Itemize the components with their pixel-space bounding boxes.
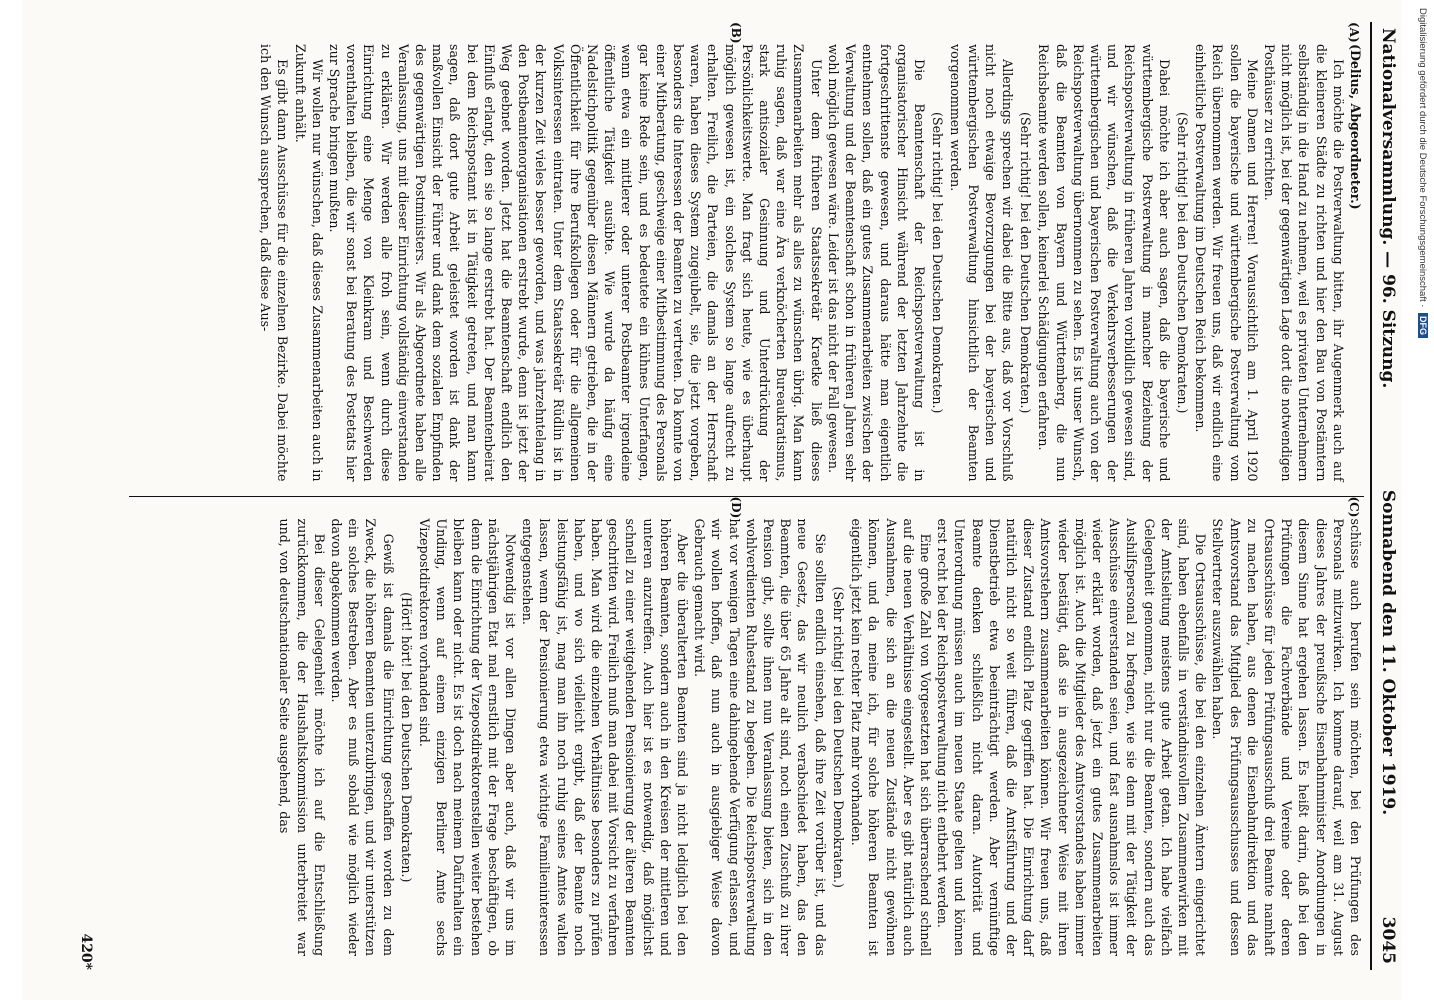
speaker-label: (Delius, Abgeordneter.) — [1348, 44, 1363, 210]
paragraph: Es gibt dann Ausschüsse für die einzelnen Bezirke. Dabei möchte ich den Wunsch aussprechen, daß diese Aus- — [258, 44, 291, 482]
paragraph: Meine Damen und Herren! Voraussichtlich am 1. April 1920 sollen die bayerische und württembergische Postverwaltung vom Reich übernommen werden. Wir freuen uns, daß wir endlich eine einheitliche Postverwaltung im Deutschen Reich bekommen. — [1193, 44, 1260, 482]
dfg-logo: DFG — [1418, 313, 1428, 338]
paragraph: Ich möchte die Postverwaltung bitten, ihr Augenmerk auch auf die kleineren Städte zu richten und hier den Bau von Postämtern selbständig in die Hand zu nehmen, weil es privaten Unternehmern nicht möglich ist, bei der gegenwärtigen Lage dort die notwendigen Posthäuser zu errichten. — [1261, 44, 1346, 482]
document-page — [72, 6, 1412, 986]
margin-marker-b: (B) — [729, 22, 743, 44]
paragraph: Sie sollten endlich einsehen, daß ihre Zeit vorüber ist, und das neue Gesetz, das wir neulich verabschiedet haben, das den Beamten, die über 65 Jahre alt sind, noch einen Zuschuß zu ihrer Pension gibt, sollte ihnen nun Veranlassung bieten, sich in den wohlverdienten Ruhestand zu begeben. Die Reichspostverwaltung hat vor wenigen Tagen eine dahingehende Verfügung erlassen, und wir wollen hoffen, daß nun auch in ausgiebiger Weise davon Gebrauch gemacht wird. — [692, 518, 828, 956]
interjection: (Sehr richtig! bei den Deutschen Demokraten.) — [930, 112, 946, 414]
paragraph: Gewiß ist damals die Einrichtung geschaffen worden zu dem Zweck, die höheren Beamten unterzubringen, und wir unterstützen ein solches Bestreben. Aber es muß sobald wie möglich wieder davon abgekommen werden. — [329, 518, 396, 956]
interjection: (Sehr richtig! bei den Deutschen Demokraten.) — [830, 586, 846, 888]
header-left: Nationalversammlung. — 96. Sitzung. — [1378, 28, 1398, 389]
interjection: (Sehr richtig! bei den Deutschen Demokraten.) — [1018, 112, 1034, 414]
signature-number: 420* — [78, 933, 94, 970]
paragraph: Aber die überalterten Beamten sind ja nicht lediglich bei den höheren Beamten, sondern auch in den Kreisen der mittleren und unteren anzutreffen. Auch hier ist es notwendig, daß möglichst schnell zu einer weitgehenden Pensionierung der älteren Beamten geschritten wird. Freilich muß man dabei mit Vorsicht zu verfahren haben. Man wird die einzelnen Verhältnisse besonders zu prüfen haben, und wo sich vielleicht ergibt, daß der Beamte noch leistungsfähig ist, mag man ihn noch ruhig seines Amtes walten lassen, wenn der Pensionierung etwa wichtige Familieninteressen entgegenstehen. — [520, 518, 691, 956]
page-header — [1374, 22, 1398, 970]
margin-marker-a: (A) — [1347, 22, 1361, 43]
page-number: 3045 — [1378, 916, 1398, 964]
header-center: Sonnabend den 11. Oktober 1919. — [1378, 489, 1398, 816]
paragraph: schüsse auch berufen sein möchten, bei den Prüfungen des Personals mitzuwirken. Ich komme darauf, weil am 31. August dieses Jahres der preußische Eisenbahnminister Anordnungen in diesem Sinne hat ergehen lassen. Es heißt darin, daß bei den Prüfungen die Fachverbände und Vereine oder deren Ortsausschüsse für jeden Prüfungsausschuß drei Beamte namhaft zu machen haben, aus denen die Eisenbahndirektion und das Amtsvorstand das Mitglied des Prüfungsausschusses und dessen Stellvertreter auszuwählen haben. — [1210, 518, 1363, 956]
paragraph: Allerdings sprechen wir dabei die Bitte aus, daß vor Vorschluß nicht noch etwaige Bevorzugungen bei der bayerischen und württembergischen Postverwaltung hinsichtlich der Beamten vorgenommen werden. — [948, 44, 1015, 482]
digitization-credit — [1412, 0, 1434, 1000]
text-columns — [129, 22, 1364, 970]
column-right — [129, 496, 1364, 971]
paragraph: Notwendig ist vor allen Dingen aber auch, daß wir uns im nächstjährigen Etat mal ernstlich mit der Frage beschäftigen, ob denn die Einrichtung der Vizepostdirektorenstellen weiter bestehen bleiben kann oder nicht. Es ist doch nach meinem Dafürhalten ein Unding, wenn auf einem einzigen Berliner Amte sechs Vizepostdirektoren vorhanden sind. — [417, 518, 519, 956]
header-rule — [1370, 22, 1372, 970]
margin-marker-c: (C) — [1347, 496, 1361, 518]
paragraph: Die Ortsausschüsse, die bei den einzelnen Ämtern eingerichtet sind, haben ebenfalls in verständnisvollem Zusammenwirken mit der Amtsleitung meistens gute Arbeit getan. Ich habe vielfach Gelegenheit genommen, nicht nur die Beamten, sondern auch das Aushilfspersonal zu befragen, wie sie denn mit der Tätigkeit der Ausschüsse einverstanden seien, und fast ausnahmslos ist immer wieder erklärt worden, daß jetzt ein gutes Zusammenarbeiten möglich ist. Auch die Mitglieder des Amtsvorstandes haben immer wieder bestätigt, daß sie in ausgezeichneter Weise mit ihren Amtsvorstehern zusammenarbeiten können. Wir freuen uns, daß dieser Zustand endlich Platz gegriffen hat. Die Einrichtung darf natürlich nicht so weit führen, daß die Amtsführung und der Dienstbetrieb etwa beeinträchtigt werden. Aber vernünftige Beamte denken schließlich nicht daran. Autorität und Unterordnung müssen auch im neuen Staate gelten und können erst recht bei der Reichspostverwaltung nicht entbehrt werden. — [935, 518, 1209, 956]
credit-line — [1417, 8, 1428, 338]
scanned-page-frame — [22, 0, 1402, 1000]
paragraph: Bei dieser Gelegenheit möchte ich auf die Entschließung zurückkommen, die der Haushaltskommission unterbreitet war und, von deutschnationaler Seite ausgehend, das — [277, 518, 327, 956]
paragraph: Dabei möchte ich aber auch sagen, daß die bayerische und württembergische Postverwaltung in mancher Beziehung der Reichspostverwaltung in früheren Jahren vorbildlich gewesen sind, und wir wünschen, daß die Verkehrsverbesserungen der württembergischen und bayerischen Postverwaltung auch von der Reichspostverwaltung übernommen zu sehen. Es ist unser Wunsch, daß die Beamten von Bayern und Württemberg, die nun Reichsbeamte werden sollen, keinerlei Schädigungen erfahren. — [1036, 44, 1172, 482]
paragraph: Die Beamtenschaft der Reichspostverwaltung ist in organisatorischer Hinsicht während der letzten Jahrzehnte die fortgeschrittenste gewesen, und daraus hätte man eigentlich entnehmen sollen, daß ein gutes Zusammenarbeiten zwischen der Verwaltung und der Beamtenschaft schon in früheren Jahren sehr wohl möglich gewesen wäre. Leider ist das nicht der Fall gewesen. — [825, 44, 927, 482]
interjection: (Hört! hört! bei den Deutschen Demokraten.) — [398, 592, 414, 883]
paragraph: Wir wollen nur wünschen, daß dieses Zusammenarbeiten auch in Zukunft anhält. — [292, 44, 325, 482]
interjection: (Sehr richtig! bei den Deutschen Demokraten.) — [1174, 112, 1190, 414]
paragraph: Eine große Zahl von Vorgesetzten hat sich überraschend schnell auf die neuen Verhältnisse eingestellt. Aber es gibt natürlich auch Ausnahmen, die sich an die neuen Zustände nicht gewöhnen können, und da meine ich, für solche höheren Beamten ist eigentlich jetzt kein rechter Platz mehr vorhanden. — [849, 518, 933, 956]
credit-text: Digitalisierung gefördert durch die Deutsche Forschungsgemeinschaft · — [1417, 8, 1428, 308]
paragraph: Unter dem früheren Staatssekretär Kraetke ließ dieses Zusammenarbeiten mehr als alles zu wünschen übrig. Man kann ruhig sagen, daß war eine Ära verknöcherten Bureaukratismus, stark antisozialer Gesinnung und Unterdrückung der Persönlichkeitswerte. Man fragt sich heute, wie es überhaupt möglich gewesen ist, ein solches System so lange aufrecht zu erhalten. Freilich, die Parteien, die damals an der Herrschaft waren, haben dieses System zugejubelt, sie, die jetzt vorgeben, besonders die Interessen der Beamten zu vertreten. Da konnte von einer Mitberatung, geschweige einer Mitbestimmung des Personals gar keine Rede sein, und es bedeutete ein kühnes Unterfangen, wenn etwa ein mittlerer oder unterer Postbeamter irgendeine öffentliche Tätigkeit ausübte. Wie wurde da häufig eine Nadelstichpolitik gegenüber diesen Männern getrieben, die in der Öffentlichkeit für ihre Berufskollegen oder für die allgemeinen Volksinteressen eintraten. Unter dem Staatssekretär Rüdlin ist in der kurzen Zeit vieles besser geworden, und was jahrzehntelang in den Postbeamtenorganisationen erstrebt wurde, denn ist jetzt der Weg geebnet worden. Jetzt hat die Beamtenschaft endlich den Einfluß erlangt, den sie so lange erstrebt hat. Der Beamtenbeirat bei dem Reichspostamt ist in Tätigkeit getreten, und man kann sagen, daß dort gute Arbeit geleistet worden ist dank der maßvollen Einsicht der Führer und dank dem sozialen Empfinden des gegenwärtigen Postministers. Wir als Abgeordnete haben alle Veranlassung, uns mit dieser Einrichtung vollständig einverstanden zu erklären. Wir werden alle froh sein, wenn durch diese Einrichtung eine Menge von Kleinkram und Beschwerden vorenthalten bleiben, die wir sonst bei Beratung des Postetats hier zur Sprache bringen mußten. — [327, 44, 824, 482]
column-left — [129, 22, 1364, 496]
margin-marker-d: (D) — [729, 496, 743, 519]
